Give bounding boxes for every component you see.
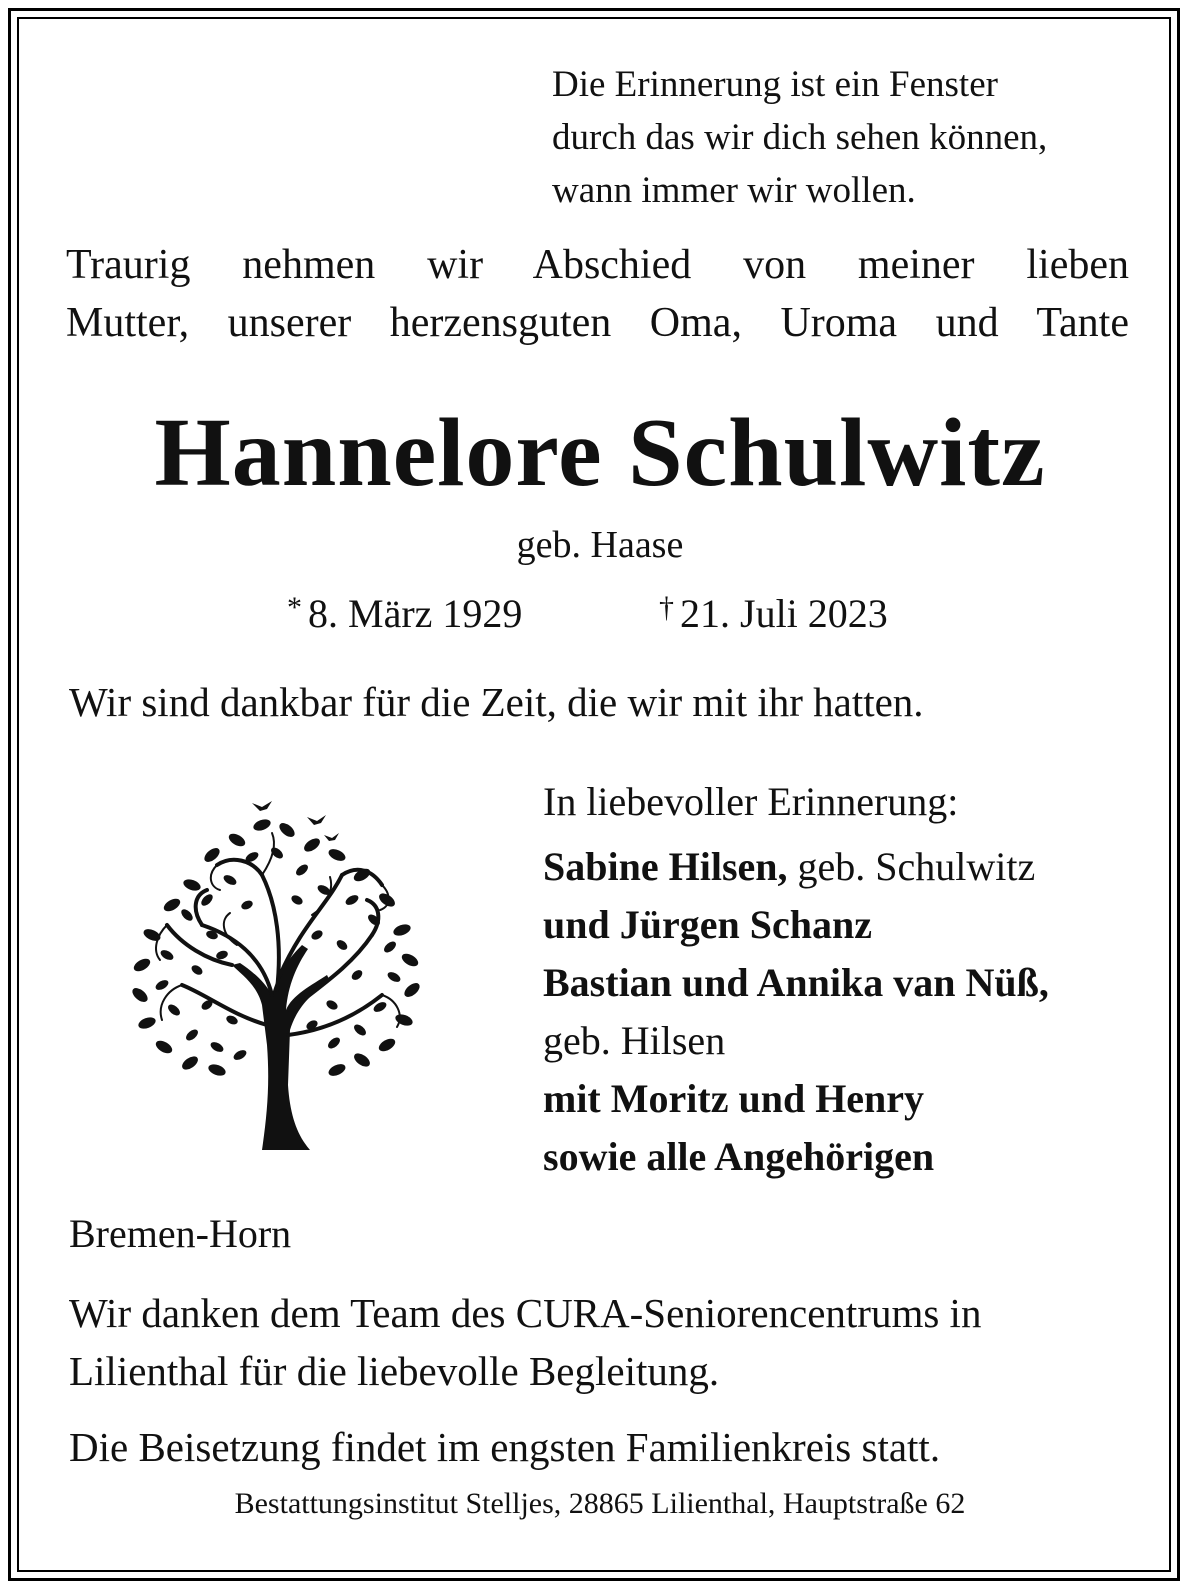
quote-line: durch das wir dich sehen können, [552,117,1048,158]
farewell-intro [66,236,1129,352]
burial-notice: Die Beisetzung findet im engsten Familienkreis statt. [69,1424,941,1470]
quote-line: wann immer wir wollen. [552,170,916,211]
gratitude-text: Wir sind dankbar für die Zeit, die wir mit ihr hatten. [69,679,924,725]
place-name: Bremen-Horn [69,1211,292,1256]
quote-line: Die Erinnerung ist ein Fenster [552,64,998,105]
birth-date-line [287,590,522,637]
undertaker-address: Bestattungsinstitut Stelljes, 28865 Lilienthal, Hauptstraße 62 [234,1487,966,1520]
mourner-line: Bastian und Annika van Nüß, [543,960,1049,1005]
thanks-line: Lilienthal für die liebevolle Begleitung. [69,1348,720,1394]
memory-heading: In liebevoller Erinnerung: [543,779,959,824]
mourner-line: geb. Hilsen [543,1018,726,1063]
death-date: 21. Juli 2023 [680,591,888,636]
mourner-maiden: geb. Schulwitz [787,844,1036,889]
mourner-line [543,838,1049,896]
mourners-list [543,838,1049,1186]
memorial-quote [552,58,1152,217]
tree-of-life-icon [112,795,438,1150]
intro-line: Mutter, unserer herzensguten Oma, Uroma und Tante [66,300,1129,346]
mourner-name: Sabine Hilsen, [543,844,788,889]
death-date-line [659,590,888,637]
maiden-name: geb. Haase [516,524,684,566]
thanks-line: Wir danken dem Team des CURA-Seniorencentrums in [69,1290,982,1336]
intro-line: Traurig nehmen wir Abschied von meiner lieben [66,242,1129,288]
mourner-line: sowie alle Angehörigen [543,1134,935,1179]
deceased-name: Hannelore Schulwitz [154,399,1046,507]
death-symbol: † [659,591,674,624]
thanks-team-text [69,1284,1149,1400]
birth-symbol: * [287,591,302,624]
birth-date: 8. März 1929 [308,591,523,636]
mourner-line: mit Moritz und Henry [543,1076,925,1121]
mourner-line: und Jürgen Schanz [543,902,872,947]
